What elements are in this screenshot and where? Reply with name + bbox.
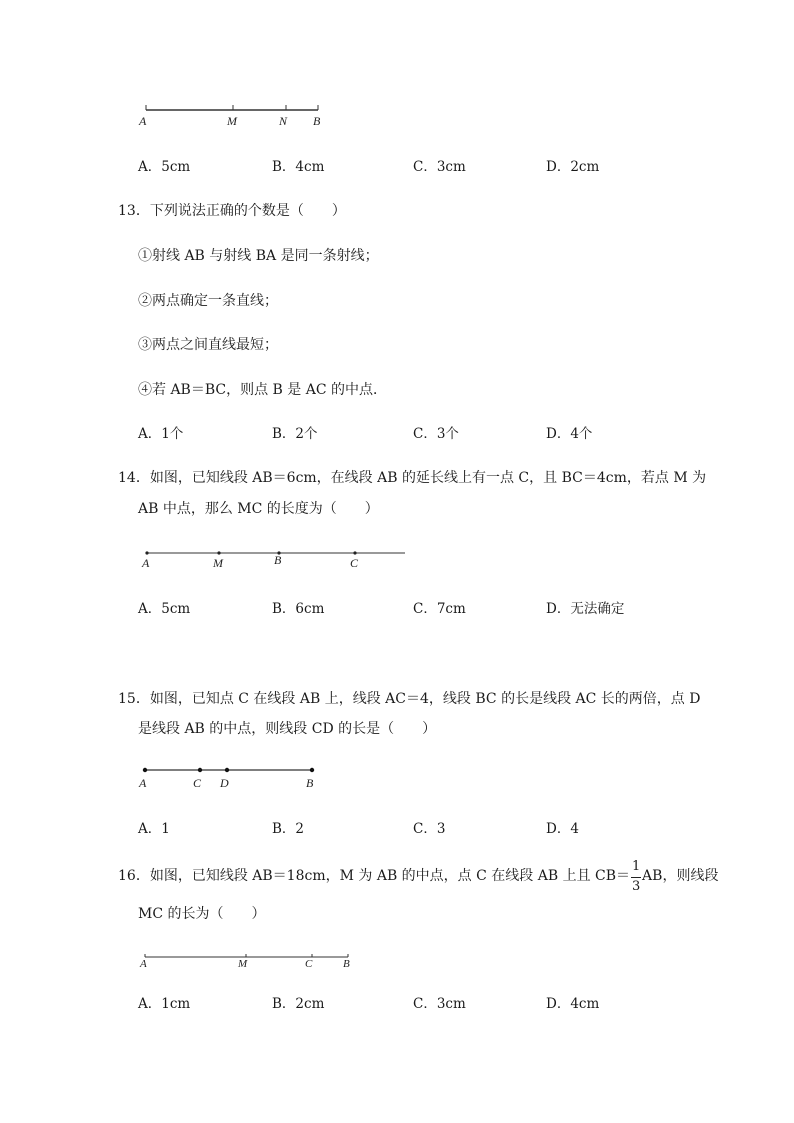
point-label-b: B <box>274 553 282 567</box>
q13-stem: 13．下列说法正确的个数是（ ） <box>118 203 346 219</box>
point-label-n: N <box>279 114 288 128</box>
q15-option-c[interactable]: C．3 <box>413 821 446 837</box>
q15-option-d[interactable]: D．4 <box>546 821 579 837</box>
segment-figure-q12 <box>130 98 340 132</box>
point-label-a: A <box>142 556 150 570</box>
q14-option-d[interactable]: D．无法确定 <box>546 601 625 617</box>
q16-stem-line-2: MC 的长为（ ） <box>138 906 266 922</box>
point-label-d: D <box>220 776 229 790</box>
q13-statement-4: ④若 AB＝BC，则点 B 是 AC 的中点． <box>138 382 388 398</box>
point-label-a: A <box>140 958 147 970</box>
q16-option-b[interactable]: B．2cm <box>272 996 325 1012</box>
q12-option-c[interactable]: C．3cm <box>413 159 466 175</box>
q12-option-b[interactable]: B．4cm <box>272 159 325 175</box>
fraction-one-third <box>630 859 642 894</box>
q12-option-a[interactable]: A．5cm <box>138 159 191 175</box>
q13-statement-2: ②两点确定一条直线； <box>138 293 278 309</box>
q16-option-d[interactable]: D．4cm <box>546 996 600 1012</box>
q13-statement-1: ①射线 AB 与射线 BA 是同一条射线； <box>138 248 379 264</box>
q15-stem-line-2: 是线段 AB 的中点，则线段 CD 的长是（ ） <box>138 721 437 737</box>
segment-figure-q16 <box>135 948 365 974</box>
point-label-b: B <box>313 114 321 128</box>
point-label-b: B <box>306 776 314 790</box>
point-label-a: A <box>139 776 147 790</box>
q13-option-a[interactable]: A．1个 <box>138 426 184 442</box>
q14-stem-line-2: AB 中点，那么 MC 的长度为（ ） <box>138 501 379 517</box>
q15-stem-line-1: 15．如图，已知点 C 在线段 AB 上，线段 AC＝4，线段 BC 的长是线段 AC 长的两倍，点 D <box>118 691 701 707</box>
point-label-c: C <box>193 776 202 790</box>
q15-option-b[interactable]: B．2 <box>272 821 305 837</box>
q16-option-c[interactable]: C．3cm <box>413 996 466 1012</box>
point-label-c: C <box>305 958 313 970</box>
fraction-numerator: 1 <box>632 859 641 874</box>
q14-option-c[interactable]: C．7cm <box>413 601 466 617</box>
q16-stem-line-1 <box>118 859 719 894</box>
q16-option-a[interactable]: A．1cm <box>138 996 191 1012</box>
q15-option-a[interactable]: A．1 <box>138 821 170 837</box>
point-label-m: M <box>227 114 237 128</box>
q14-option-b[interactable]: B．6cm <box>272 601 325 617</box>
q13-statement-3: ③两点之间直线最短； <box>138 337 278 353</box>
fraction-denominator: 3 <box>632 879 641 894</box>
point-label-c: C <box>350 556 359 570</box>
q13-option-b[interactable]: B．2个 <box>272 426 318 442</box>
q13-option-c[interactable]: C．3个 <box>413 426 459 442</box>
point-label-b: B <box>343 958 350 970</box>
point-label-a: A <box>139 114 147 128</box>
segment-figure-q15 <box>135 760 335 794</box>
q12-option-d[interactable]: D．2cm <box>546 159 600 175</box>
q16-stem-text-after: AB，则线段 <box>642 868 719 884</box>
point-label-m: M <box>213 556 223 570</box>
point-label-m: M <box>238 958 248 970</box>
q14-option-a[interactable]: A．5cm <box>138 601 191 617</box>
segment-figure-q14 <box>135 540 415 574</box>
q14-stem-line-1: 14．如图，已知线段 AB＝6cm，在线段 AB 的延长线上有一点 C，且 BC＝4cm，若点 M 为 <box>118 470 707 486</box>
q13-option-d[interactable]: D．4个 <box>546 426 593 442</box>
q16-stem-text-before: 16．如图，已知线段 AB＝18cm，M 为 AB 的中点，点 C 在线段 AB 上且 CB＝ <box>118 868 631 884</box>
